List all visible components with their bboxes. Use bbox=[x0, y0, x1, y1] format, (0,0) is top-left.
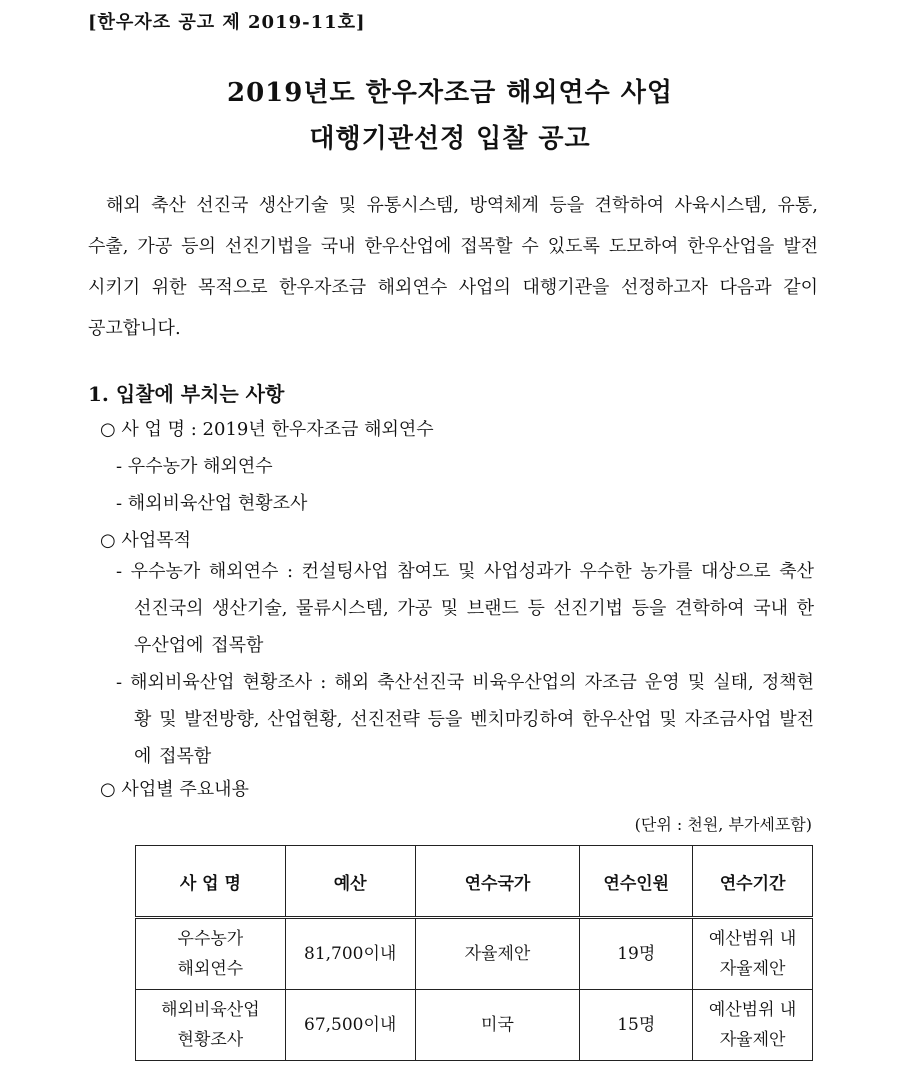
document-title-line2: 대행기관선정 입찰 공고 bbox=[309, 124, 591, 154]
cell-business-name bbox=[136, 918, 286, 990]
budget-table bbox=[135, 845, 813, 1061]
business-name-line: ○ 사 업 명 : 2019년 한우자조금 해외연수 bbox=[100, 419, 434, 440]
cell-text: 자율제안 bbox=[719, 1030, 786, 1050]
cell-text: 우수농가 bbox=[177, 929, 244, 949]
cell-text: 해외비육산업 bbox=[161, 1000, 260, 1020]
section-1-title: 1. 입찰에 부치는 사항 bbox=[88, 382, 285, 406]
table-header-row bbox=[136, 846, 813, 918]
cell-text: 예산범위 내 bbox=[708, 929, 797, 949]
header-budget: 예산 bbox=[285, 846, 415, 918]
notice-number: [한우자조 공고 제 2019-11호] bbox=[88, 12, 366, 33]
cell-text: 자율제안 bbox=[719, 959, 786, 979]
cell-budget: 81,700이내 bbox=[285, 918, 415, 990]
header-country: 연수국가 bbox=[415, 846, 580, 918]
cell-country: 미국 bbox=[415, 990, 580, 1061]
table-row bbox=[136, 918, 813, 990]
business-sub-item-1: - 우수농가 해외연수 bbox=[116, 456, 273, 477]
business-sub-item-2: - 해외비육산업 현황조사 bbox=[116, 493, 308, 514]
cell-text: 예산범위 내 bbox=[708, 1000, 797, 1020]
cell-period bbox=[693, 918, 813, 990]
cell-text: 현황조사 bbox=[177, 1030, 244, 1050]
document-title-line1: 2019년도 한우자조금 해외연수 사업 bbox=[226, 78, 674, 108]
cell-country: 자율제안 bbox=[415, 918, 580, 990]
cell-business-name bbox=[136, 990, 286, 1061]
cell-text: 해외연수 bbox=[177, 959, 244, 979]
content-label: ○ 사업별 주요내용 bbox=[100, 779, 249, 800]
header-business-name: 사 업 명 bbox=[136, 846, 286, 918]
unit-note: (단위 : 천원, 부가세포함) bbox=[634, 815, 812, 834]
header-period: 연수기간 bbox=[693, 846, 813, 918]
purpose-item-2: - 해외비육산업 현황조사 : 해외 축산선진국 비육우산업의 자조금 운영 및 실태, 정책현황 및 발전방향, 산업현황, 선진전략 등을 벤치마킹하여 한우산업 및 자조금사업 발전에 접목함 bbox=[116, 672, 814, 767]
cell-period bbox=[693, 990, 813, 1061]
cell-budget: 67,500이내 bbox=[285, 990, 415, 1061]
header-people: 연수인원 bbox=[580, 846, 693, 918]
cell-people: 19명 bbox=[580, 918, 693, 990]
cell-people: 15명 bbox=[580, 990, 693, 1061]
purpose-label: ○ 사업목적 bbox=[100, 530, 191, 551]
intro-paragraph: 해외 축산 선진국 생산기술 및 유통시스템, 방역체계 등을 견학하여 사육시스템, 유통, 수출, 가공 등의 선진기법을 국내 한우산업에 접목할 수 있도록 도모하여 한우산업을 발전시키기 위한 목적으로 한우자조금 해외연수 사업의 대행기관을 선정하고자 다음과 같이 공고합니다. bbox=[88, 195, 818, 339]
table-row bbox=[136, 990, 813, 1061]
purpose-item-1: - 우수농가 해외연수 : 컨설팅사업 참여도 및 사업성과가 우수한 농가를 대상으로 축산 선진국의 생산기술, 물류시스템, 가공 및 브랜드 등 선진기법 등을 견학하여 국내 한우산업에 접목함 bbox=[116, 561, 814, 656]
